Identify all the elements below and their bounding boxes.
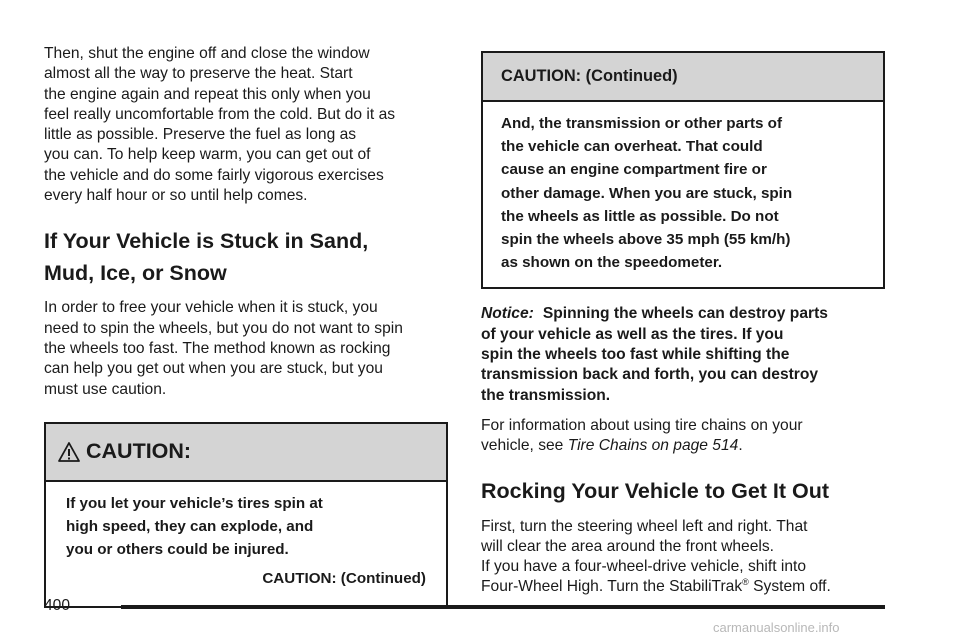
footer-rule bbox=[121, 605, 885, 609]
rocking-paragraph: First, turn the steering wheel left and right. That will clear the area around the front wheels. If you have a four-wheel-drive vehicle, shift into Four-Wheel High. Turn the StabiliTrak® System off. bbox=[481, 517, 831, 596]
intro-paragraph: Then, shut the engine off and close the window almost all the way to preserve the heat. Start the engine again and repeat this only when you feel really uncomfortable from the cold. But do it as little as possible. Preserve the fuel as long as you can. To help keep warm, you can get out of the vehicle and do some fairly vigorous exercises every half hour or so until help comes. bbox=[44, 45, 396, 205]
watermark: carmanualsonline.info bbox=[713, 620, 840, 635]
stuck-paragraph: In order to free your vehicle when it is stuck, you need to spin the wheels, but you do not want to spin the wheels too fast. The method known as rocking can help you get out when you are stuck, but you must use caution. bbox=[44, 299, 403, 398]
tire-chains-paragraph: For information about using tire chains on your vehicle, see Tire Chains on page 514. bbox=[481, 416, 803, 455]
tire-chains-link[interactable]: Tire Chains on page 514 bbox=[567, 437, 739, 455]
caution-continued-body: And, the transmission or other parts of the vehicle can overheat. That could cause an engine compartment fire or other damage. When you are stuck, spin the wheels as little as possible. Do not spin the wheels above 35 mph (55 km/h) as shown on the speedometer. bbox=[501, 115, 793, 272]
caution-body: If you let your vehicle’s tires spin at high speed, they can explode, and you or others could be injured. CAUTION: (Continued) bbox=[46, 482, 446, 606]
notice-label: Notice: bbox=[481, 305, 534, 323]
caution-title: CAUTION: bbox=[86, 439, 192, 464]
left-column bbox=[44, 44, 448, 608]
warning-icon bbox=[58, 441, 80, 463]
caution-header bbox=[46, 424, 446, 482]
caution-continued: CAUTION: (Continued) bbox=[262, 570, 426, 588]
section-heading-rocking: Rocking Your Vehicle to Get It Out bbox=[481, 478, 830, 503]
caution-box-continued bbox=[481, 51, 885, 289]
caution-box-tires bbox=[44, 422, 448, 608]
notice-paragraph: Notice: Spinning the wheels can destroy parts of your vehicle as well as the tires. If you spin the wheels too fast while shifting the transmission back and forth, you can destroy the transmission. bbox=[481, 305, 828, 404]
right-column bbox=[481, 51, 885, 598]
page-number: 400 bbox=[44, 597, 71, 614]
section-heading-stuck: If Your Vehicle is Stuck in Sand, Mud, Ice, or Snow bbox=[44, 229, 369, 286]
registered-mark: ® bbox=[742, 577, 749, 588]
caution-continued-header: CAUTION: (Continued) bbox=[483, 53, 883, 102]
